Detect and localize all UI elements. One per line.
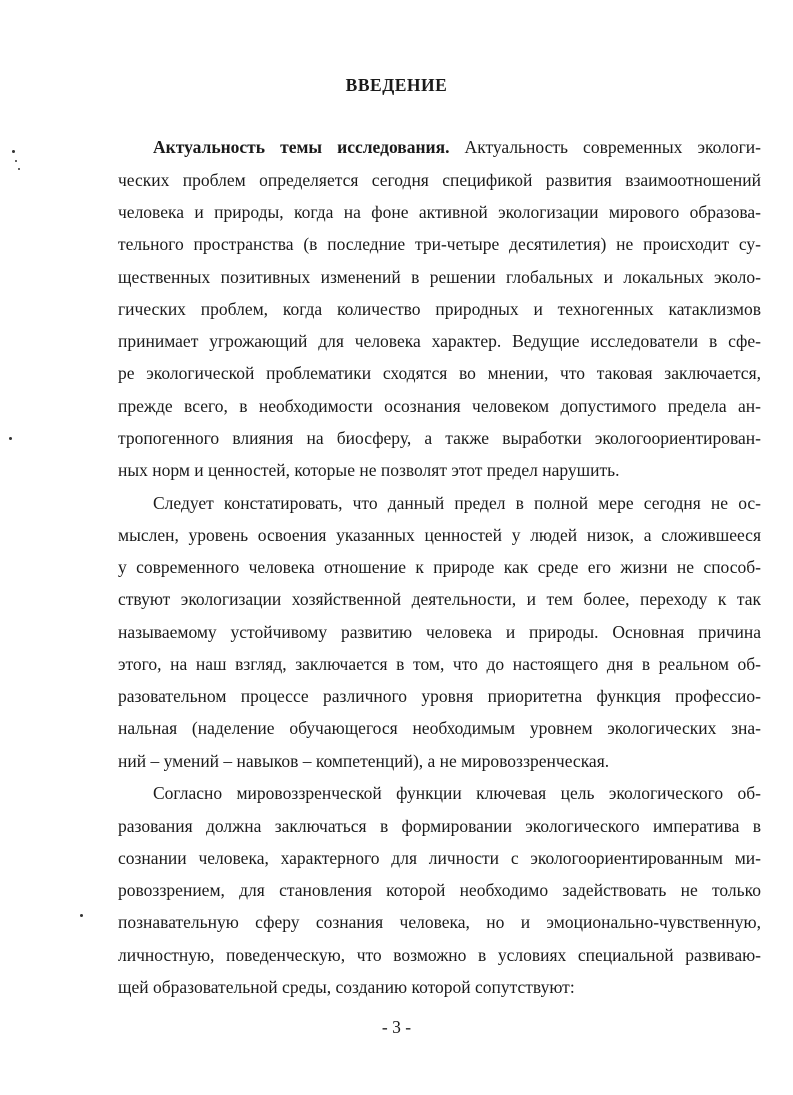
text-line: тельного пространства (в последние три-четыре десятилетия) не происходит су- [118,234,761,254]
text-line: прежде всего, в необходимости осознания человеком допустимого предела ан- [118,396,761,416]
text-line: мыслен, уровень освоения указанных ценностей у людей низок, а сложившееся [118,525,761,545]
text-line: ствуют экологизации хозяйственной деятельности, и тем более, переходу к так [118,589,761,609]
scan-speck [9,437,12,440]
page-title: ВВЕДЕНИЕ [345,75,448,95]
scan-speck [18,168,20,170]
text-line: ровоззрением, для становления которой необходимо задействовать не только [118,880,761,900]
text-line: познавательную сферу сознания человека, но и эмоционально-чувственную, [118,912,761,932]
page-number: - 3 - [381,1017,412,1037]
text-line: человека и природы, когда на фоне активной экологизации мирового образова- [118,202,761,222]
text-line: разовательном процессе различного уровня приоритетна функция профессио- [118,686,761,706]
text-line: принимает угрожающий для человека характер. Ведущие исследователи в сфе- [118,331,761,351]
text-line: нальная (наделение обучающегося необходимым уровнем экологических зна- [118,718,761,738]
bold-lead: Актуальность темы исследования. [153,137,450,157]
text-line: личностную, поведенческую, что возможно в условиях специальной развиваю- [118,945,761,965]
scan-speck [80,914,83,917]
text-line: называемому устойчивому развитию человека и природы. Основная причина [118,622,761,642]
text-line: ре экологической проблематики сходятся во мнении, что таковая заключается, [118,363,761,383]
text-line: разования должна заключаться в формировании экологического императива в [118,816,761,836]
text-line: щей образовательной среды, созданию которой сопутствуют: [118,977,575,997]
text-line: ческих проблем определяется сегодня спецификой развития взаимоотношений [118,170,761,190]
scan-speck [15,160,17,162]
text-line: Согласно мировоззренческой функции ключевая цель экологического об- [153,783,761,803]
text-line: щественных позитивных изменений в решении глобальных и локальных эколо- [118,267,761,287]
text-line: этого, на наш взгляд, заключается в том, что до настоящего дня в реальном об- [118,654,761,674]
scan-speck [12,150,15,153]
text-line: сознании человека, характерного для личности с экологоориентированным ми- [118,848,761,868]
text-line: у современного человека отношение к природе как среде его жизни не способ- [118,557,761,577]
text-line: Актуальность темы исследования. Актуальность современных экологи- [153,137,762,157]
text-line: Следует констатировать, что данный предел в полной мере сегодня не ос- [153,493,761,513]
text-line: ных норм и ценностей, которые не позволят этот предел нарушить. [118,460,620,480]
text-line: тропогенного влияния на биосферу, а также выработки экологоориентирован- [118,428,761,448]
text-line: гических проблем, когда количество природных и техногенных катаклизмов [118,299,761,319]
text-line: ний – умений – навыков – компетенций), а не мировоззренческая. [118,751,610,771]
